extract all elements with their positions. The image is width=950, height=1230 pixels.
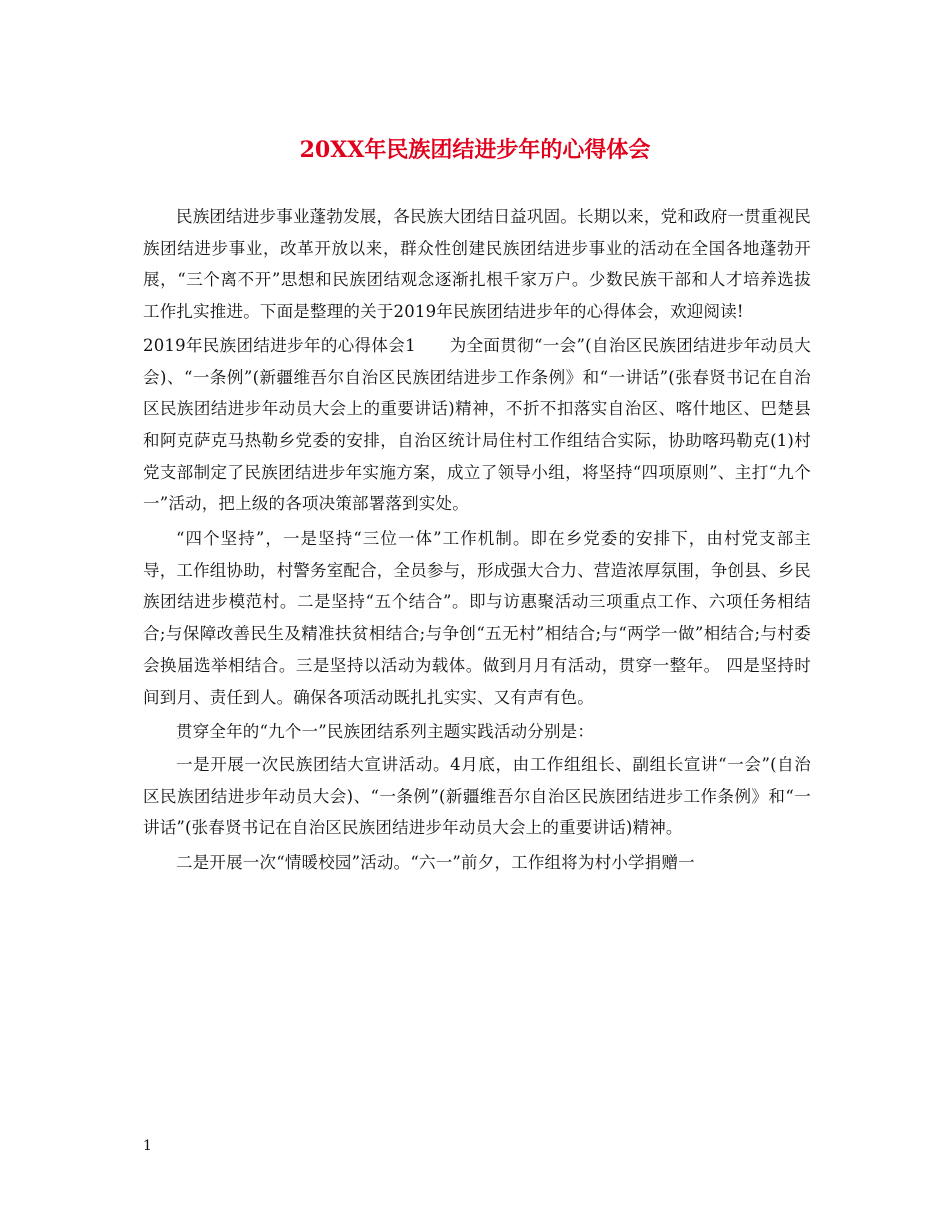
section-1-paragraph: 2019年民族团结进步年的心得体会1 为全面贯彻“一会”(自治区民族团结进步年动员大会)、“一条例”(新疆维吾尔自治区民族团结进步工作条例》和“一讲话”(张春贤书记在自治区民族团结进步年动员大会上的重要讲话)精神，不折不扣落实自治区、喀什地区、巴楚县和阿克萨克马热勒乡党委的安排，自治区统计局住村工作组结合实际，协助喀玛勒克(1)村党支部制定了民族团结进步年实施方案，成立了领导小组，将坚持“四项原则”、主打“九个一”活动，把上级的各项决策部署落到实处。 bbox=[143, 335, 811, 514]
activity-1-paragraph: 一是开展一次民族团结大宣讲活动。4月底，由工作组组长、副组长宣讲“一会”(自治区民族团结进步年动员大会)、“一条例”(新疆维吾尔自治区民族团结进步工作条例》和“一讲话”(张春贤书记在自治区民族团结进步年动员大会上的重要讲话)精神。 bbox=[143, 754, 811, 838]
intro-paragraph: 民族团结进步事业蓬勃发展，各民族大团结日益巩固。长期以来，党和政府一贯重视民族团结进步事业，改革开放以来，群众性创建民族团结进步事业的活动在全国各地蓬勃开展，“三个离不开”思想和民族团结观念逐渐扎根千家万户。少数民族干部和人才培养选拔工作扎实推进。下面是整理的关于2019年民族团结进步年的心得体会，欢迎阅读! bbox=[143, 207, 811, 322]
document-title: 20XX年民族团结进步年的心得体会 bbox=[299, 137, 651, 163]
four-adherences-paragraph: “四个坚持”，一是坚持“三位一体”工作机制。即在乡党委的安排下，由村党支部主导，工作组协助，村警务室配合，全员参与，形成强大合力、营造浓厚氛围，争创县、乡民族团结进步模范村。二是坚持“五个结合”。即与访惠聚活动三项重点工作、六项任务相结合;与保障改善民生及精准扶贫相结合;与争创“五无村”相结合;与“两学一做”相结合;与村委会换届选举相结合。三是坚持以活动为载体。做到月月有活动，贯穿一整年。 四是坚持时间到月、责任到人。确保各项活动既扎扎实实、又有声有色。 bbox=[143, 529, 811, 707]
nine-activities-intro-paragraph: 贯穿全年的“九个一”民族团结系列主题实践活动分别是： bbox=[176, 722, 595, 742]
page-number: 1 bbox=[143, 1138, 152, 1154]
activity-2-paragraph: 二是开展一次“情暖校园”活动。“六一”前夕，工作组将为村小学捐赠一 bbox=[176, 853, 695, 873]
document-body bbox=[143, 201, 811, 879]
